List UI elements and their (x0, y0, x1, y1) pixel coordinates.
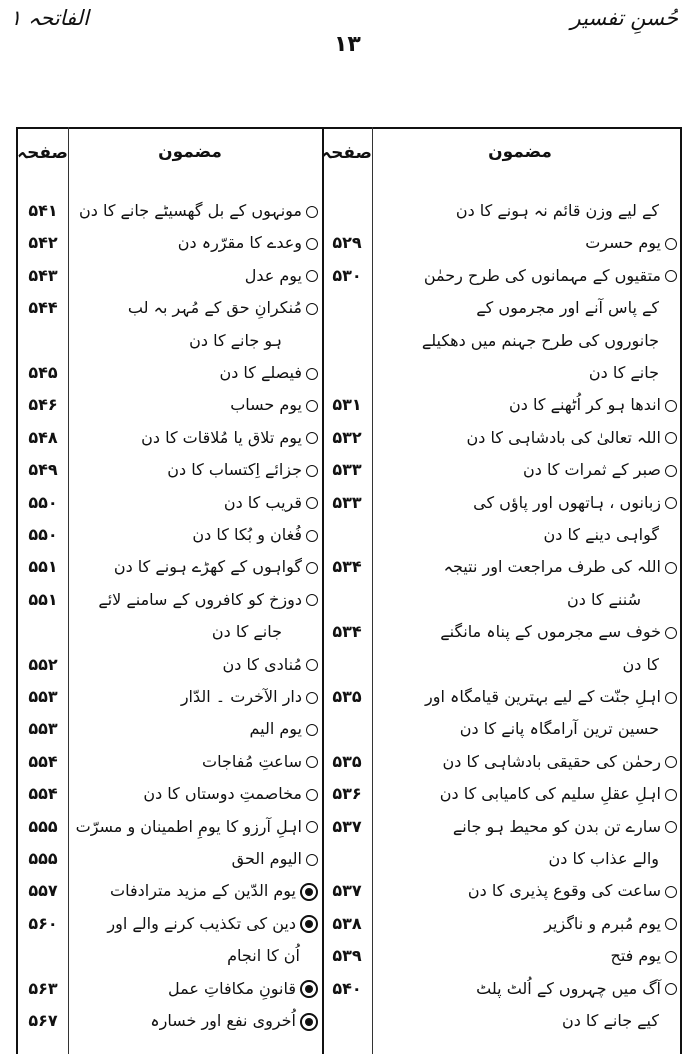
entry-text (107, 911, 318, 937)
index-entry (322, 261, 677, 293)
circle-bullet-icon (665, 692, 677, 704)
circle-bullet-icon (306, 659, 318, 671)
entry-label: جزائے اِکتساب کا دن (167, 460, 302, 480)
index-entry (322, 812, 677, 844)
entry-text (544, 522, 659, 548)
entry-page-number: ۵۴۳ (28, 265, 58, 285)
circle-bullet-icon (665, 562, 677, 574)
circle-bullet-icon (665, 756, 677, 768)
entry-page-number: ۵۲۹ (332, 233, 362, 253)
entry-text (422, 328, 659, 354)
entry-label: یوم حسرت (585, 233, 661, 253)
entry-text (219, 360, 318, 386)
left-topic-heading: مضمون (158, 142, 222, 162)
entry-text (523, 457, 677, 483)
entry-label: زبانوں ، ہاتھوں اور پاؤں کی (473, 492, 661, 512)
entry-label: آگ میں چہروں کے اُلٹ پلٹ (476, 978, 661, 998)
index-entry (322, 293, 677, 325)
index-entry (322, 844, 677, 876)
index-entry (18, 1006, 318, 1038)
entry-text (141, 425, 318, 451)
entry-text (230, 392, 318, 418)
entry-label: مُنکرانِ حق کے مُہر بہ لب (127, 298, 302, 318)
entry-text (424, 263, 677, 289)
index-entry (18, 293, 318, 325)
right-border (680, 127, 682, 1054)
entry-text (440, 619, 677, 645)
circle-bullet-icon (306, 594, 318, 606)
entry-label: یوم مُبرم و ناگزیر (544, 913, 661, 933)
entry-label: الیوم الحق (231, 849, 302, 868)
entry-label: جانے کا دن (588, 363, 659, 382)
index-entry (322, 682, 677, 714)
index-entry (18, 844, 318, 876)
index-entry (18, 747, 318, 779)
entry-page-number: ۵۶۷ (28, 1011, 58, 1030)
entry-text (544, 911, 677, 937)
circle-bullet-icon (665, 270, 677, 282)
index-entry (322, 358, 677, 390)
entry-label: کے لیے وزن قائم نہ ہونے کا دن (455, 201, 659, 220)
entry-label: اُخروی نفع اور خسارہ (150, 1011, 296, 1030)
entry-text (114, 554, 318, 580)
entry-text (456, 198, 659, 224)
entry-text (476, 295, 659, 321)
entry-text (212, 619, 282, 645)
entry-label: گواہی دینے کا دن (543, 525, 659, 544)
entry-label: فُغان و بُکا کا دن (192, 525, 302, 544)
entry-page-number: ۵۶۳ (28, 978, 58, 998)
index-entry (322, 552, 677, 584)
circle-bullet-icon (306, 789, 318, 801)
entry-text (623, 652, 659, 678)
entry-label: اہلِ عقلِ سلیم کی کامیابی کا دن (439, 784, 661, 804)
entry-label: خوف سے مجرموں کے پناہ مانگنے (440, 622, 661, 642)
index-entry (18, 228, 318, 260)
entry-label: صبر کے ثمرات کا دن (523, 460, 661, 480)
circle-bullet-icon (306, 821, 318, 833)
circle-bullet-icon (665, 821, 677, 833)
index-entry (322, 941, 677, 973)
entry-text (224, 490, 318, 516)
entry-text (610, 943, 677, 969)
entry-page-number: ۵۳۸ (332, 913, 362, 933)
entry-label: اللہ کی طرف مراجعت اور نتیجہ (443, 557, 661, 577)
entry-label: حسین ترین آرامگاہ پانے کا دن (459, 719, 659, 739)
entry-text (110, 878, 318, 904)
entry-text (168, 976, 318, 1002)
index-entry (322, 520, 677, 552)
entry-page-number: ۵۴۹ (28, 460, 58, 480)
entry-label: دین کی تکذیب کرنے والے اور (107, 913, 296, 933)
circle-bullet-icon (665, 465, 677, 477)
circle-bullet-icon (665, 951, 677, 963)
index-entry (18, 326, 318, 358)
entry-text (443, 749, 677, 775)
circle-bullet-icon (306, 497, 318, 509)
entry-page-number: ۵۴۴ (28, 298, 58, 318)
circle-bullet-icon (306, 562, 318, 574)
entry-page-number: ۵۴۶ (28, 395, 58, 415)
entry-label: اُن کا انجام (227, 946, 300, 966)
entry-label: یوم حساب (230, 395, 302, 415)
index-entry (18, 552, 318, 584)
entry-text (468, 878, 677, 904)
entry-label: یوم فتح (610, 946, 661, 966)
entry-page-number: ۵۳۷ (332, 881, 362, 901)
entry-text (460, 716, 659, 742)
entry-label: کیے جانے کا دن (561, 1011, 659, 1030)
entry-page-number: ۵۳۵ (332, 687, 362, 706)
filled-circle-bullet-icon (300, 915, 318, 933)
index-entry (18, 974, 318, 1006)
entry-label: مخاصمتِ دوستاں کا دن (143, 784, 302, 804)
entry-page-number: ۵۳۴ (332, 622, 362, 642)
entry-text (245, 263, 318, 289)
page-number: ۱۳ (334, 32, 361, 57)
entry-text (589, 360, 659, 386)
filled-circle-bullet-icon (300, 1013, 318, 1031)
entry-page-number: ۵۵۰ (28, 492, 58, 512)
entry-text (98, 587, 318, 613)
circle-bullet-icon (306, 756, 318, 768)
index-entry (322, 909, 677, 941)
index-entry (18, 520, 318, 552)
index-entry (18, 682, 318, 714)
circle-bullet-icon (665, 432, 677, 444)
index-entry (18, 261, 318, 293)
circle-bullet-icon (306, 692, 318, 704)
index-entry (18, 617, 318, 649)
circle-bullet-icon (665, 400, 677, 412)
entry-label: ساعت کی وقوع پذیری کا دن (467, 881, 661, 901)
entry-label: کے پاس آنے اور مجرموں کے (476, 298, 659, 318)
entry-label: مونہوں کے بل گھسیٹے جانے کا دن (78, 201, 302, 220)
entry-text (181, 684, 318, 710)
entry-label: اللہ تعالیٰ کی بادشاہی کا دن (466, 427, 661, 447)
index-entry (18, 714, 318, 746)
entry-page-number: ۵۶۰ (28, 913, 58, 933)
index-entry (322, 390, 677, 422)
entry-text (549, 846, 660, 872)
filled-circle-bullet-icon (300, 883, 318, 901)
entry-label: اہلِ آرزو کا یومِ اطمینان و مسرّت (75, 816, 302, 836)
entry-label: دار الآخرت ۔ الدّار (180, 687, 302, 706)
entry-page-number: ۵۴۰ (332, 978, 362, 998)
index-entry (322, 747, 677, 779)
circle-bullet-icon (306, 303, 318, 315)
entry-text (585, 230, 677, 256)
right-topic-heading: مضمون (488, 142, 552, 162)
index-entry (18, 390, 318, 422)
circle-bullet-icon (665, 497, 677, 509)
entry-page-number: ۵۵۴ (28, 784, 58, 804)
index-entry (18, 358, 318, 390)
entry-page-number: ۵۳۹ (332, 946, 362, 966)
index-entry (322, 228, 677, 260)
entry-label: یوم تلاق یا مُلاقات کا دن (141, 427, 302, 447)
entry-text (79, 198, 318, 224)
entry-text (143, 781, 318, 807)
entry-label: سارے تن بدن کو محیط ہو جانے (452, 816, 661, 836)
entry-label: والے عذاب کا دن (548, 849, 659, 868)
entry-label: دوزخ کو کافروں کے سامنے لائے (98, 589, 302, 609)
entry-page-number: ۵۵۵ (28, 816, 58, 836)
entry-label: گواہوں کے کھڑے ہونے کا دن (113, 557, 302, 577)
circle-bullet-icon (306, 724, 318, 736)
index-entry (322, 974, 677, 1006)
entry-label: سُننے کا دن (567, 589, 641, 609)
entry-label: ہو جانے کا دن (189, 330, 282, 350)
index-entry (322, 488, 677, 520)
circle-bullet-icon (306, 206, 318, 218)
index-entry (322, 455, 677, 487)
entry-page-number: ۵۳۱ (332, 395, 362, 415)
circle-bullet-icon (306, 465, 318, 477)
top-rule (16, 127, 682, 129)
entry-text (223, 652, 318, 678)
circle-bullet-icon (306, 238, 318, 250)
circle-bullet-icon (306, 270, 318, 282)
circle-bullet-icon (665, 918, 677, 930)
index-entry (18, 909, 318, 941)
entry-page-number: ۵۳۷ (332, 816, 362, 836)
left-page-heading: صفحہ (17, 143, 68, 163)
circle-bullet-icon (665, 886, 677, 898)
index-entry (322, 423, 677, 455)
entry-label: فیصلے کا دن (219, 363, 302, 382)
entry-text (232, 846, 318, 872)
index-entry (322, 196, 677, 228)
surah-name: الفاتحہ ۱ (10, 6, 89, 30)
index-entry (322, 617, 677, 649)
circle-bullet-icon (306, 368, 318, 380)
entry-text (167, 457, 318, 483)
entry-page-number: ۵۵۵ (28, 849, 58, 868)
entry-text (192, 522, 318, 548)
entry-page-number: ۵۵۰ (28, 525, 58, 544)
entry-page-number: ۵۳۴ (332, 557, 362, 577)
entry-text (150, 1008, 318, 1034)
entry-text (76, 814, 318, 840)
entry-text (425, 684, 677, 710)
entry-page-number: ۵۵۱ (28, 557, 58, 577)
entry-label: یوم الیم (249, 719, 302, 739)
entry-text (440, 781, 677, 807)
entry-text (509, 392, 677, 418)
entry-page-number: ۵۴۸ (28, 427, 58, 447)
entry-page-number: ۵۵۳ (28, 687, 58, 706)
entry-label: جانے کا دن (211, 622, 282, 642)
filled-circle-bullet-icon (300, 980, 318, 998)
entry-label: قریب کا دن (223, 492, 302, 512)
entry-page-number: ۵۵۷ (28, 881, 58, 901)
entry-label: اندھا ہو کر اُٹھنے کا دن (509, 395, 661, 415)
circle-bullet-icon (306, 432, 318, 444)
entry-label: یوم الدّین کے مزید مترادفات (110, 881, 296, 901)
entry-label: یوم عدل (244, 265, 302, 285)
entry-text (476, 976, 677, 1002)
circle-bullet-icon (665, 627, 677, 639)
index-entry (322, 876, 677, 908)
index-entry (18, 650, 318, 682)
entry-label: جانوروں کی طرح جہنم میں دھکیلے (421, 330, 659, 350)
book-title: حُسنِ تفسیر (570, 6, 678, 30)
circle-bullet-icon (306, 854, 318, 866)
entry-page-number: ۵۴۵ (28, 363, 58, 382)
circle-bullet-icon (665, 238, 677, 250)
entry-label: اہلِ جنّت کے لیے بہترین قیامگاہ اور (425, 687, 661, 706)
entry-text (202, 749, 318, 775)
entry-label: مُنادی کا دن (222, 654, 302, 674)
entry-text (249, 716, 318, 742)
entry-page-number: ۵۳۲ (332, 427, 362, 447)
entry-page-number: ۵۳۶ (332, 784, 362, 804)
entry-page-number: ۵۵۱ (28, 589, 58, 609)
index-entry (18, 779, 318, 811)
index-entry (322, 585, 677, 617)
index-entry (18, 876, 318, 908)
circle-bullet-icon (665, 983, 677, 995)
entry-label: رحمٰن کی حقیقی بادشاہی کا دن (442, 751, 661, 771)
entry-label: متقیوں کے مہمانوں کی طرح رحمٰن (423, 265, 661, 285)
index-entry (322, 714, 677, 746)
circle-bullet-icon (306, 400, 318, 412)
entry-text (189, 328, 282, 354)
entry-page-number: ۵۵۳ (28, 719, 58, 739)
index-entry (18, 196, 318, 228)
index-entry (18, 423, 318, 455)
entry-text (453, 814, 677, 840)
entry-text (128, 295, 318, 321)
index-entry (18, 455, 318, 487)
entry-label: قانونِ مکافاتِ عمل (168, 978, 296, 998)
entry-page-number: ۵۳۵ (332, 751, 362, 771)
index-entry (322, 650, 677, 682)
circle-bullet-icon (306, 530, 318, 542)
index-entry (18, 585, 318, 617)
index-entry (322, 1006, 677, 1038)
entry-label: ساعتِ مُفاجات (202, 751, 302, 771)
entry-label: وعدے کا مقرّرہ دن (177, 233, 302, 253)
entry-text (473, 490, 677, 516)
entry-label: کا دن (622, 654, 659, 674)
entry-page-number: ۵۳۰ (332, 265, 362, 285)
index-entry (322, 326, 677, 358)
entry-page-number: ۵۳۳ (332, 492, 362, 512)
index-entry (18, 812, 318, 844)
index-entry (322, 779, 677, 811)
entry-page-number: ۵۳۳ (332, 460, 362, 480)
right-page-heading: صفحہ (321, 143, 372, 163)
entry-text (444, 554, 677, 580)
entry-text (562, 1008, 659, 1034)
index-entry (18, 941, 318, 973)
entry-text (467, 425, 677, 451)
entry-text (227, 943, 300, 969)
index-entry (18, 488, 318, 520)
entry-page-number: ۵۵۴ (28, 751, 58, 771)
entry-text (178, 230, 318, 256)
entry-page-number: ۵۴۱ (28, 201, 58, 220)
entry-text (567, 587, 641, 613)
circle-bullet-icon (665, 789, 677, 801)
entry-page-number: ۵۴۲ (28, 233, 58, 253)
entry-page-number: ۵۵۲ (28, 654, 58, 674)
